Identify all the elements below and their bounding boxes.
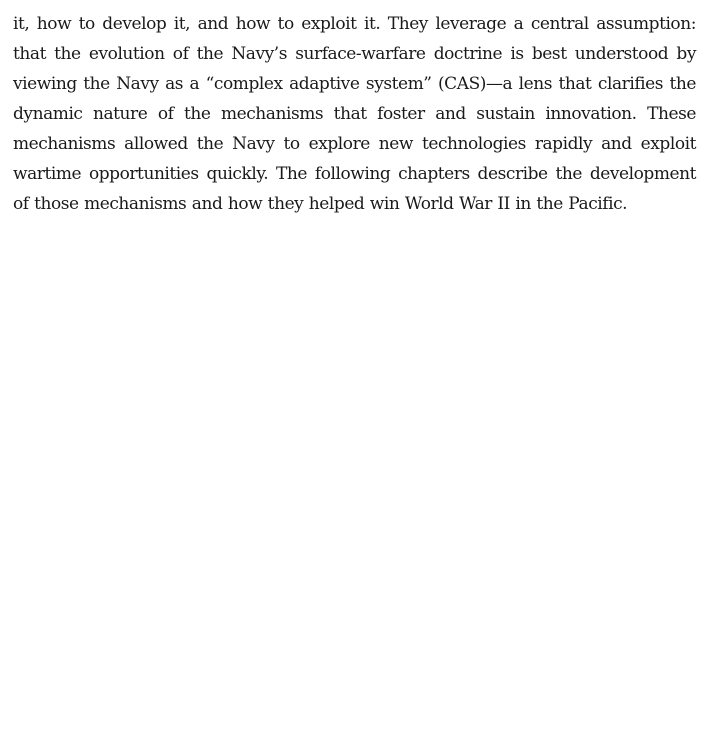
paragraph-line-6: wartime opportunities quickly. The following chapters describe the development [13, 164, 696, 184]
paragraph-line-3: viewing the Navy as a “complex adaptive system” (CAS)—a lens that clarifies the [13, 74, 696, 94]
paragraph-line-2: that the evolution of the Navy’s surface-warfare doctrine is best understood by [13, 44, 696, 64]
paragraph-line-4: dynamic nature of the mechanisms that foster and sustain innovation. These [13, 104, 696, 124]
paragraph-line-5: mechanisms allowed the Navy to explore new technologies rapidly and exploit [13, 134, 696, 154]
paragraph-line-7: of those mechanisms and how they helped win World War II in the Pacific. [13, 194, 628, 214]
body-paragraph [13, 9, 696, 219]
paragraph-line-1: it, how to develop it, and how to exploit it. They leverage a central assumption: [13, 14, 696, 34]
